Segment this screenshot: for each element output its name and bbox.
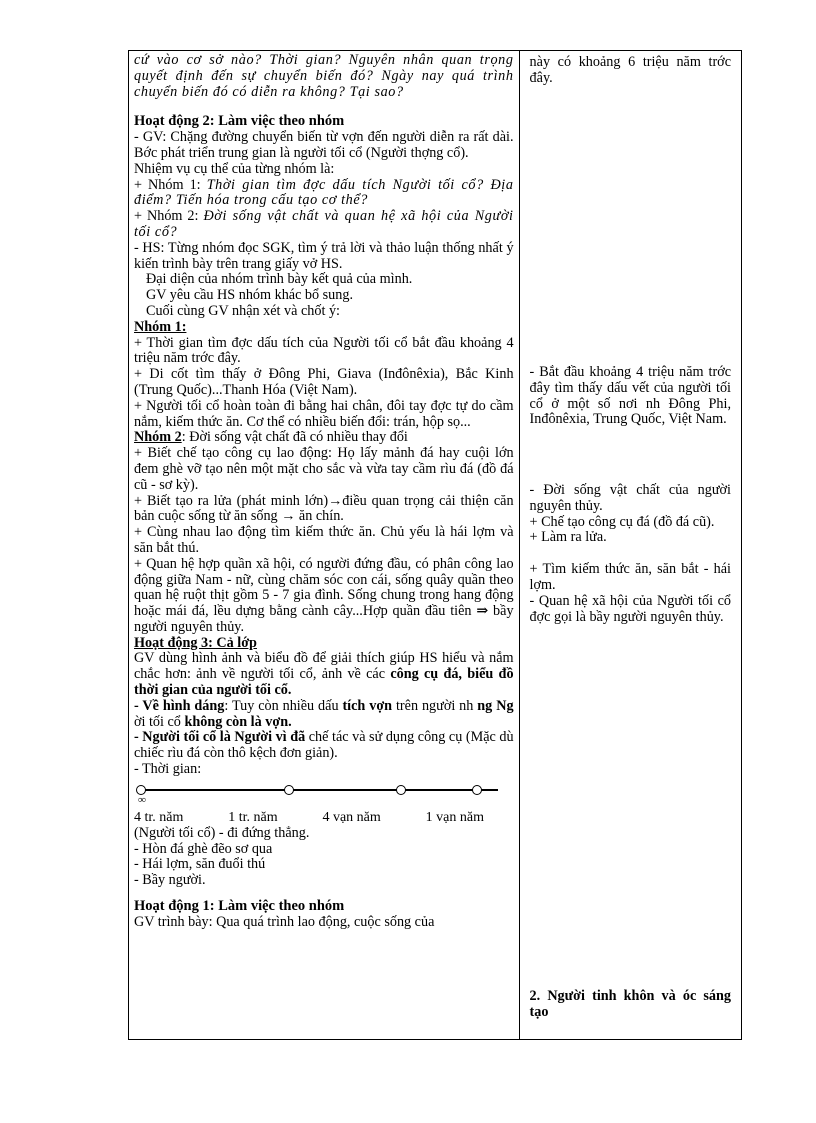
timeline-labels [134,810,484,826]
gv-explain-b: công cụ đá, biểu đồ thời gian của người tối cổ. [134,666,514,699]
shape-a: : Tuy còn nhiều dấu [224,697,343,714]
timeline-note: (Người tối cổ) - đi đứng thẳng. [134,824,310,841]
timeline-label: 1 tr. năm [228,809,278,825]
shape-c: trên người nh [392,697,478,714]
shape-label: - Về hình dáng [134,697,225,714]
group1-task [134,178,514,210]
section2-heading: 2. Người tinh khôn và óc sáng tạo [529,988,731,1020]
activity2-heading: Hoạt động 2: Làm việc theo nhóm [134,113,345,130]
representative-note: Đại diện của nhóm trình bày kết quả của mình. [146,271,413,288]
group1-label: + Nhóm 1: [134,176,207,193]
life-note: - Quan hệ xã hội của Người tối cổ đợc gọi là bầy người nguyên thủy. [529,592,731,625]
people-note [134,730,514,762]
last-line: GV trình bày: Qua quá trình lao động, cuộc sống của [134,913,435,930]
group1-point: + Di cốt tìm thấy ở Đông Phi, Giava (Inđônêxia), Bắc Kinh (Trung Quốc)...Thanh Hóa (Việt Nam). [134,366,514,398]
timeline-end: ∞ [138,793,146,806]
life-note: + Chế tạo công cụ đá (đồ đá cũ). [529,513,715,530]
group2-task-text: Đời sống vật chất và quan hệ xã hội của Người tối cổ? [134,208,514,240]
group1-task-text: Thời gian tìm đợc dấu tích Người tối cổ? Địa điểm? Tiến hóa trong cấu tạo cơ thể? [134,176,514,209]
gv-explain [134,651,514,698]
timeline-line [138,789,498,791]
group1-point: + Thời gian tìm đợc dấu tích của Người tối cổ bắt đầu khoảng 4 triệu năm trớc đây. [134,334,514,367]
shape-note [134,699,514,731]
table-row [129,51,742,1040]
activity1-heading: Hoạt động 1: Làm việc theo nhóm [134,898,345,915]
fire-text-b: điều quan trọng cải thiện căn bản cuộc sống từ ăn sống [134,492,514,525]
people-b: chế tác và sử dụng công cụ (Mặc dù chiếc rìu đá còn thô kệch đơn giản). [134,729,514,762]
shape-b: tích vợn [342,697,393,714]
arrow-right-icon: → [281,508,296,525]
group1-heading: Nhóm 1: [134,318,187,335]
timeline-dot [284,785,294,795]
timeline-label: 4 tr. năm [134,809,184,825]
group2-label: + Nhóm 2: [134,208,204,225]
activity3-heading: Hoạt động 3: Cả lớp [134,634,257,651]
fire-text-c: ăn chín. [298,508,344,525]
life-note: - Đời sống vật chất của người nguyên thủy. [529,482,731,514]
hs-instruction: - HS: Từng nhóm đọc SGK, tìm ý trả lời và thảo luận thống nhất ý kiến trình bày trên trang giấy vở HS. [134,239,514,272]
shape-d: ng Ng [477,697,514,714]
gv-intro: - GV: Chặng đường chuyển biến từ vợn đến người diễn ra rất dài. Bớc phát triển trung gian là người tối cổ (Người thợng cổ). [134,129,514,161]
life-note: + Tìm kiếm thức ăn, săn bắt - hái lợm. [529,561,731,593]
lesson-table [128,50,742,1040]
fire-text-a: + Biết tạo ra lửa (phát minh lớn) [134,492,329,509]
intro-question: cứ vào cơ sở nào? Thời gian? Nguyên nhân quan trọng quyết định đến sự chuyển biến đó? Ngày nay quá trình chuyển biến đó có diễn ra không? Tại sao? [134,53,514,100]
double-arrow-right-icon: ⇒ [476,603,489,620]
conclusion-note: Cuối cùng GV nhận xét và chốt ý: [146,302,340,319]
section2-block [530,989,731,1021]
life-notes-block [530,483,731,625]
teacher-student-activities-cell [129,51,520,1040]
group2-point [134,557,514,636]
gv-request: GV yêu cầu HS nhóm khác bổ sung. [146,287,354,304]
group2-point [134,494,514,526]
group2-heading: Nhóm 2 [134,429,182,446]
shape-e: ời tối cổ [134,713,185,730]
social-text-a: + Quan hệ hợp quần xã hội, có người đứng đầu, có phân công lao động giữa Nam - nữ, cùng chăm sóc con cái, sống quây quần theo quan hệ ruột thịt gồm 5 - 7 gia đình. Sống chung trong hang động hoặc mái đá, lều dựng bằng cành cây...Hợp quần đầu tiên [134,555,514,620]
tasks-heading: Nhiệm vụ cụ thể của từng nhóm là: [134,160,335,177]
knowledge-cell [519,51,741,1040]
timeline [134,780,514,810]
timeline-label: 4 vạn năm [322,809,381,825]
top-note-block [530,55,731,87]
time-label: - Thời gian: [134,761,202,778]
social-text-b: bầy người nguyên thủy. [134,603,514,635]
shape-f: không còn là vợn. [184,713,292,730]
group2-point: + Biết chế tạo công cụ lao động: Họ lấy mảnh đá hay cuội lớn đem ghè vỡ tạo nên một mặt cho sắc và vừa tay cầm rìu đá (đồ đá cũ - sơ kỳ). [134,445,514,493]
timeline-note: - Hái lợm, săn đuổi thú [134,856,266,873]
timeline-note: - Bầy người. [134,872,206,889]
arrow-right-icon: → [328,492,343,509]
timeline-dot [472,785,482,795]
timeline-dot [396,785,406,795]
group2-task [134,209,514,241]
people-a: - Người tối cổ là Người vì đã [134,729,306,746]
gv-explain-a: GV dùng hình ảnh và biểu đồ để giải thích giúp HS hiểu và nắm chắc hơn: ảnh về người tối cổ, ảnh về các [134,650,514,683]
timeline-note: - Hòn đá ghè đẽo sơ qua [134,840,273,857]
group1-point: + Người tối cổ hoàn toàn đi bằng hai chân, đôi tay đợc tự do cầm nắm, kiếm thức ăn. Cơ thể có nhiều biến đổi: trán, hộp sọ... [134,397,514,430]
group2-point: + Cùng nhau lao động tìm kiếm thức ăn. Chủ yếu là hái lợm và săn bắt thú. [134,524,514,556]
start-note-block [530,365,731,428]
life-note: + Làm ra lửa. [529,529,607,546]
top-note: này có khoảng 6 triệu năm trớc đây. [529,54,731,86]
group2-heading-line [134,430,514,446]
group2-summary: : Đời sống vật chất đã có nhiều thay đổi [181,429,408,446]
start-note: - Bắt đầu khoảng 4 triệu năm trớc đây tìm thấy dấu vết của người tối cổ ở một số nơi nh Đông Phi, Inđônêxia, Trung Quốc, Việt Nam. [529,364,731,428]
timeline-label: 1 vạn năm [425,809,484,825]
